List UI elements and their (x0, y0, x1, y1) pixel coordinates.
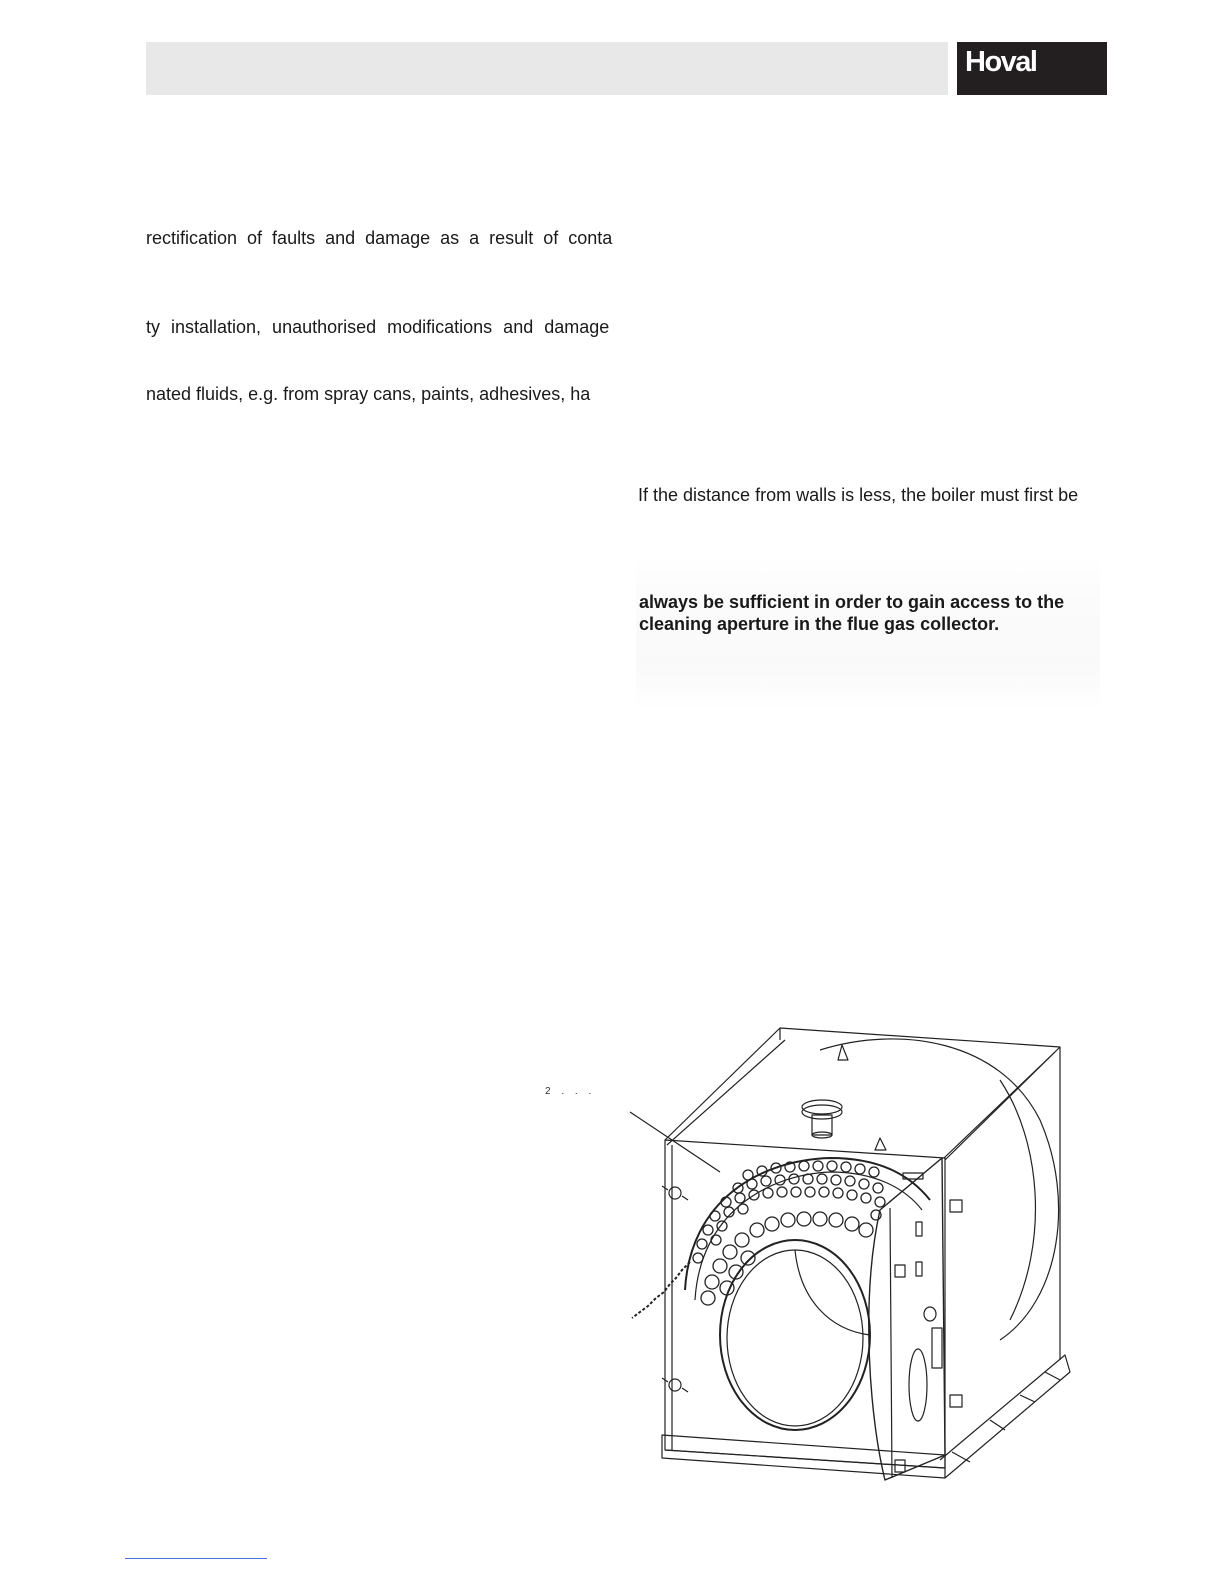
boiler-illustration (600, 1020, 1080, 1495)
body-text-line: rectification of faults and damage as a result of conta (146, 228, 613, 248)
brand-logo (957, 42, 1107, 95)
footer-link-underline (125, 1558, 267, 1559)
header-bar (146, 42, 948, 95)
combustion-chamber (720, 1240, 870, 1430)
bolt-icon (669, 1187, 681, 1199)
note-text-line: cleaning aperture in the flue gas collector. (639, 614, 1000, 634)
front-plate (665, 1140, 945, 1468)
figure-callout-label: 2 . . . (545, 1086, 596, 1097)
bolt-icon (669, 1379, 681, 1391)
body-text-line: ty installation, unauthorised modifications and damage (146, 317, 610, 337)
flue-tubes (693, 1161, 885, 1305)
body-text-line: nated fluids, e.g. from spray cans, paints, adhesives, ha (146, 384, 591, 404)
cleaning-brush (632, 1262, 690, 1318)
callout-leader-line (630, 1112, 720, 1172)
body-text-line: If the distance from walls is less, the boiler must first be (638, 485, 1079, 505)
note-text-line: always be sufficient in order to gain access to the (639, 592, 1065, 612)
brand-logo-text: Hoval (965, 46, 1037, 78)
